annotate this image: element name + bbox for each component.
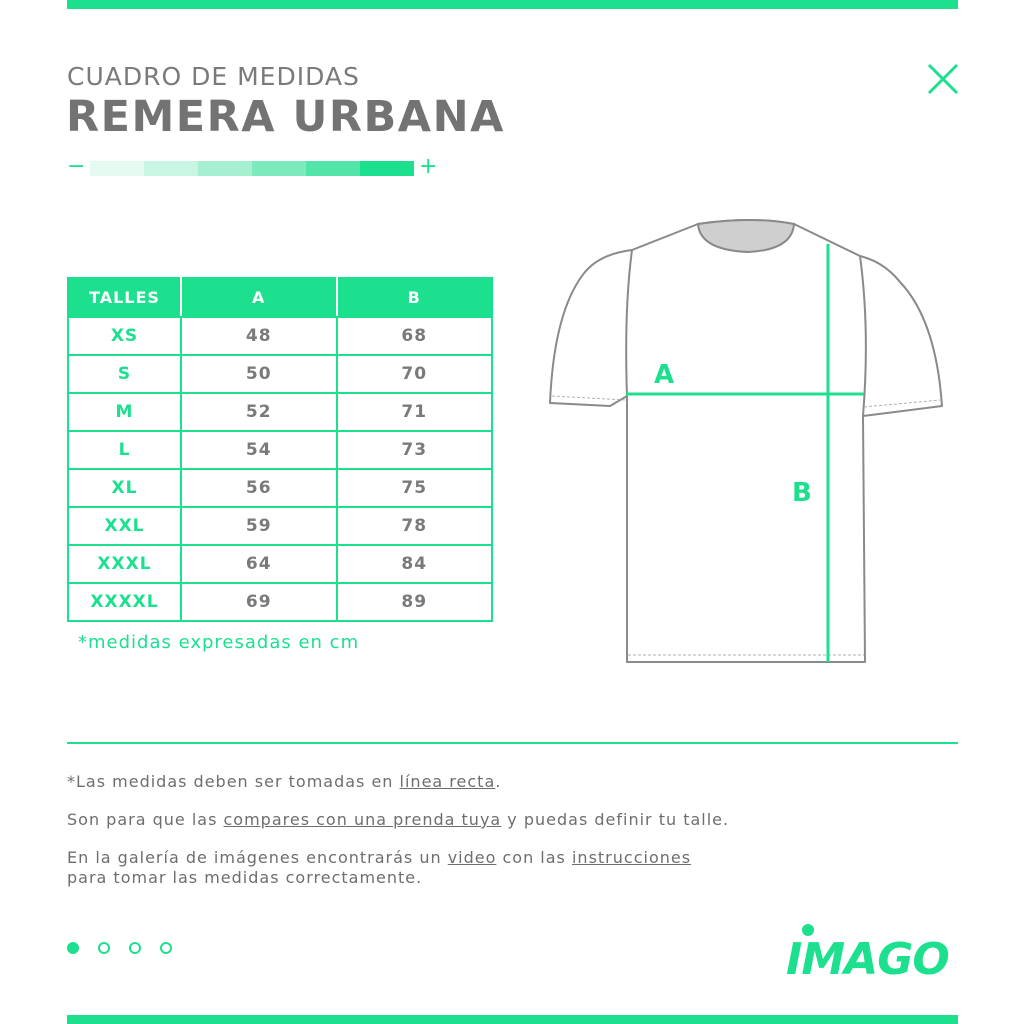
size-table [67,277,493,622]
a-cell: 54 [181,431,337,469]
link-instrucciones[interactable]: instrucciones [571,848,692,867]
tshirt-diagram [540,210,950,680]
imago-logo [786,922,962,978]
close-button[interactable] [924,60,962,98]
link-compares[interactable]: compares con una prenda tuya [223,810,502,829]
scale-segment [90,161,144,176]
svg-text:IMAGO: IMAGO [786,934,949,978]
tshirt-outline-icon [540,210,950,680]
col-header-talles: TALLES [68,278,181,317]
size-scale-indicator [67,154,439,181]
scale-segment [306,161,360,176]
size-cell: XXXXL [68,583,181,621]
table-row [68,431,492,469]
info-text: y puedas definir tu talle. [501,810,730,829]
b-cell: 71 [337,393,493,431]
info-text: En la galería de imágenes encontrarás un [67,848,448,867]
size-cell: S [68,355,181,393]
close-icon [924,60,962,98]
a-cell: 52 [181,393,337,431]
b-cell: 75 [337,469,493,507]
minus-icon: − [67,154,86,179]
info-line-3 [67,848,691,888]
b-cell: 84 [337,545,493,583]
pagination-dot[interactable] [98,942,110,954]
b-cell: 70 [337,355,493,393]
pagination-dot[interactable] [67,942,79,954]
info-line-1 [67,772,501,792]
section-divider [67,742,958,744]
a-cell: 64 [181,545,337,583]
scale-segment [360,161,414,176]
col-header-a: A [181,278,337,317]
table-header-row [68,278,492,317]
b-cell: 68 [337,317,493,355]
size-cell: XXXL [68,545,181,583]
table-row [68,507,492,545]
a-cell: 59 [181,507,337,545]
pagination-dots [67,942,177,956]
b-cell: 73 [337,431,493,469]
a-cell: 56 [181,469,337,507]
scale-segment [198,161,252,176]
info-text: con las [496,848,572,867]
table-row [68,317,492,355]
page-subtitle: CUADRO DE MEDIDAS [67,62,360,91]
b-cell: 89 [337,583,493,621]
b-cell: 78 [337,507,493,545]
size-cell: XXL [68,507,181,545]
a-cell: 50 [181,355,337,393]
info-text: para tomar las medidas correctamente. [67,868,423,887]
table-row [68,393,492,431]
info-line-2 [67,810,729,830]
page-title: REMERA URBANA [66,92,505,142]
plus-icon: + [419,154,438,179]
info-text: . [495,772,502,791]
size-cell: XL [68,469,181,507]
measure-label-a: A [654,360,675,390]
link-video[interactable]: video [447,848,497,867]
units-note: *medidas expresadas en cm [78,632,360,653]
info-text: *Las medidas deben ser tomadas en [67,772,400,791]
imago-logo-icon [786,922,962,978]
table-row [68,469,492,507]
bottom-accent-bar [67,1015,958,1024]
a-cell: 48 [181,317,337,355]
pagination-dot[interactable] [129,942,141,954]
table-row [68,583,492,621]
col-header-b: B [337,278,493,317]
size-cell: L [68,431,181,469]
a-cell: 69 [181,583,337,621]
table-row [68,545,492,583]
link-linea-recta[interactable]: línea recta [399,772,496,791]
table-row [68,355,492,393]
scale-segment [252,161,306,176]
size-cell: XS [68,317,181,355]
measure-label-b: B [792,478,812,508]
info-text: Son para que las [67,810,224,829]
scale-segment [144,161,198,176]
size-cell: M [68,393,181,431]
pagination-dot[interactable] [160,942,172,954]
top-accent-bar [67,0,958,9]
